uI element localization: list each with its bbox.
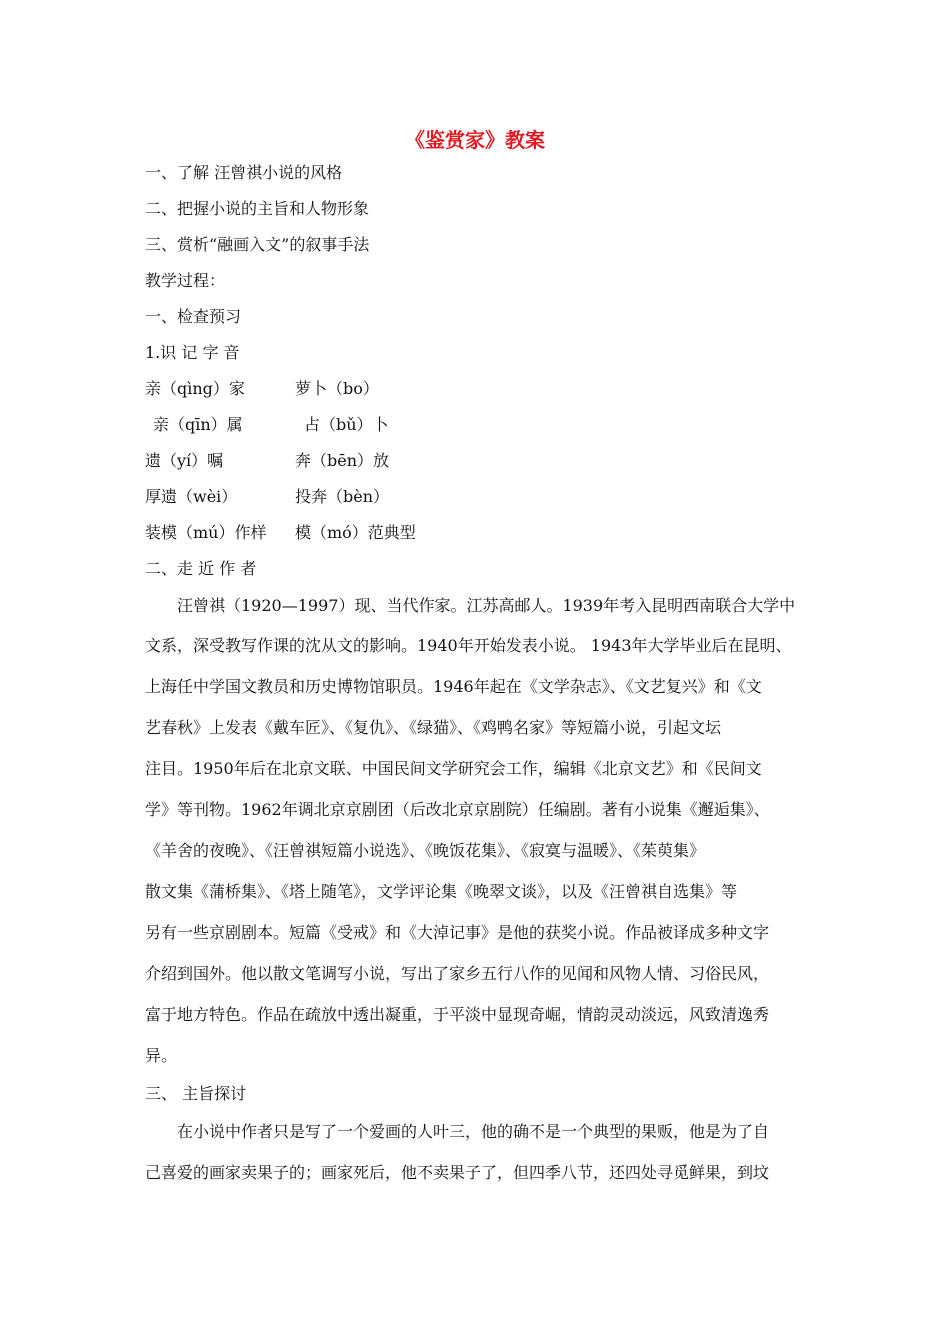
author-paragraph-line: 散文集《蒲桥集》、《塔上随笔》，文学评论集《晚翠文谈》，以及《汪曾祺自选集》等 (145, 882, 738, 901)
section-2-heading: 二、走 近 作 者 (145, 559, 257, 578)
pronunciation-left-2: 亲（qīn）属 (153, 415, 243, 434)
author-paragraph-line: 文系，深受教写作课的沈从文的影响。1940年开始发表小说。 1943年大学毕业后在昆明、 (145, 636, 792, 655)
pronunciation-left-1: 亲（qìng）家 (145, 379, 245, 398)
author-paragraph-line: 上海任中学国文教员和历史博物馆职员。1946年起在《文学杂志》、《文艺复兴》和《文 (145, 677, 762, 696)
author-paragraph-line: 注目。1950年后在北京文联、中国民间文学研究会工作，编辑《北京文艺》和《民间文 (145, 759, 762, 778)
document-title: 《鉴赏家》教案 (405, 128, 545, 152)
pronunciation-left-4: 厚遗（wèi） (145, 487, 238, 506)
section-1-heading: 一、检查预习 (145, 307, 242, 326)
objective-1: 一、了解 汪曾祺小说的风格 (145, 163, 343, 182)
objective-2: 二、把握小说的主旨和人物形象 (145, 199, 370, 218)
author-paragraph-line: 另有一些京剧剧本。短篇《受戒》和《大淖记事》是他的获奖小说。作品被译成多种文字 (145, 923, 770, 942)
section-3-heading: 三、 主旨探讨 (145, 1084, 247, 1103)
section-1-subheading: 1.识 记 字 音 (145, 343, 240, 362)
pronunciation-right-3: 奔（bēn）放 (295, 451, 390, 470)
pronunciation-right-1: 萝卜（bo） (295, 379, 379, 398)
process-heading: 教学过程： (145, 271, 226, 290)
author-paragraph-line: 异。 (145, 1046, 178, 1065)
author-paragraph-line: 介绍到国外。他以散文笔调写小说，写出了家乡五行八作的见闻和风物人情、习俗民风， (145, 964, 770, 983)
author-paragraph-line: 富于地方特色。作品在疏放中透出凝重，于平淡中显现奇崛，情韵灵动淡远，风致清逸秀 (145, 1005, 770, 1024)
pronunciation-right-5: 模（mó）范典型 (295, 523, 416, 542)
author-paragraph-line: 艺春秋》上发表《戴车匠》、《复仇》、《绿猫》、《鸡鸭名家》等短篇小说，引起文坛 (145, 718, 722, 737)
pronunciation-left-5: 装模（mú）作样 (145, 523, 267, 542)
pronunciation-left-3: 遗（yí）嘱 (145, 451, 224, 470)
author-paragraph-line: 学》等刊物。1962年调北京京剧团（后改北京京剧院）任编剧。著有小说集《邂逅集》、 (145, 800, 770, 819)
theme-paragraph-line: 己喜爱的画家卖果子的；画家死后，他不卖果子了，但四季八节，还四处寻觅鲜果，到坟 (145, 1163, 770, 1182)
pronunciation-right-2: 占（bǔ）卜 (304, 415, 389, 434)
author-paragraph-line: 汪曾祺（1920—1997）现、当代作家。江苏高邮人。1939年考入昆明西南联合大学中 (177, 596, 796, 615)
author-paragraph-line: 《羊舍的夜晚》、《汪曾祺短篇小说选》、《晚饭花集》、《寂寞与温暖》、《茱萸集》 (145, 841, 706, 860)
theme-paragraph-line: 在小说中作者只是写了一个爱画的人叶三，他的确不是一个典型的果贩，他是为了自 (177, 1122, 770, 1141)
objective-3: 三、赏析“融画入文”的叙事手法 (145, 235, 370, 254)
pronunciation-right-4: 投奔（bèn） (295, 487, 390, 506)
